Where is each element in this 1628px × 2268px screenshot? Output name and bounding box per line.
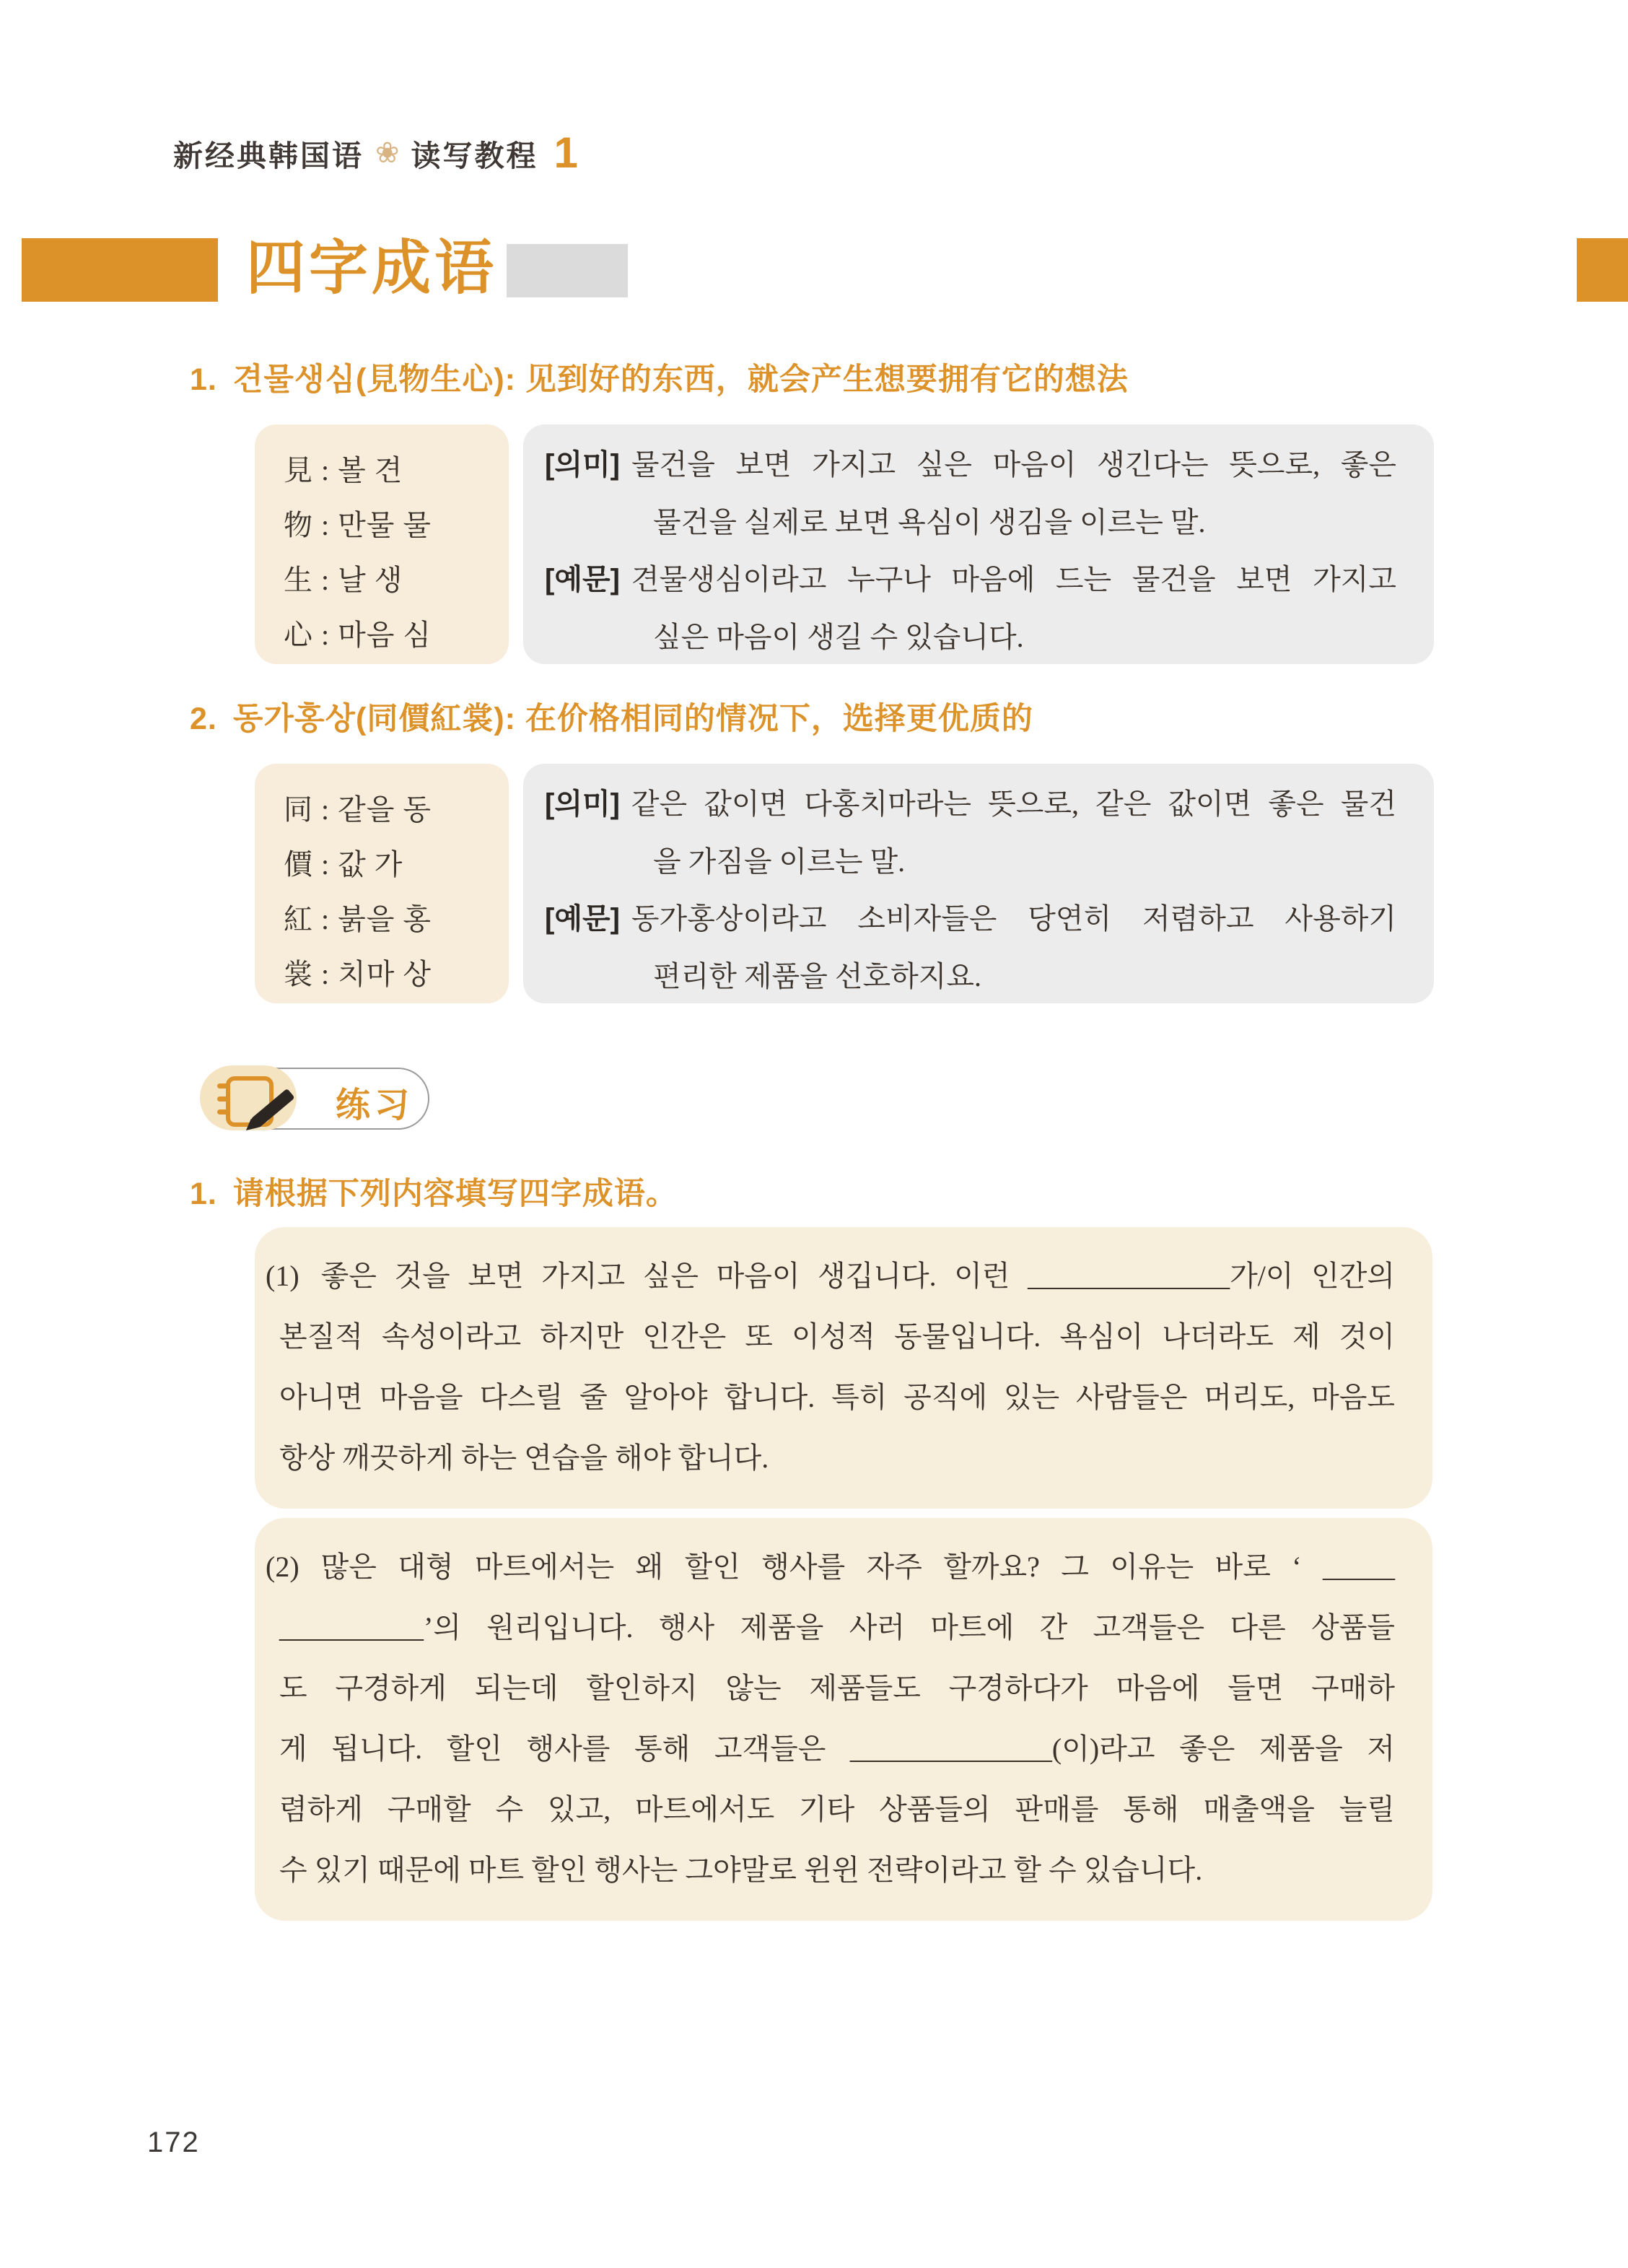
exercise-item-2 bbox=[255, 1518, 1432, 1921]
idiom-2-heading bbox=[190, 694, 1033, 738]
hanja-line: 生 : 날 생 bbox=[284, 564, 403, 596]
meaning-line: 을 가짐을 이르는 말. bbox=[653, 845, 906, 878]
page-number: 172 bbox=[147, 2127, 200, 2158]
page-title: 四字成语 bbox=[246, 235, 498, 301]
meaning-line bbox=[545, 436, 1396, 494]
meaning-text: 같은 값이면 다홍치마라는 뜻으로, 같은 값이면 좋은 물건 bbox=[631, 788, 1396, 820]
example-label: [예문] bbox=[545, 564, 620, 596]
idiom-2-info-box bbox=[523, 764, 1434, 1003]
meaning-label: [의미] bbox=[545, 788, 620, 820]
paragraph-text: 많은 대형 마트에서는 왜 할인 행사를 자주 할까요? 그 이유는 바로 ‘ _____ bbox=[320, 1550, 1395, 1583]
hanja-line: 價 : 값 가 bbox=[284, 848, 403, 881]
hanja-line: 裳 : 치마 상 bbox=[284, 958, 432, 990]
practice-badge-blob bbox=[200, 1065, 297, 1130]
item-number: (1) bbox=[266, 1260, 299, 1292]
idiom-1-info-box bbox=[523, 424, 1434, 664]
paragraph-line: 게 됩니다. 할인 행사를 통해 고객들은 ______________(이)라고 좋은 제품을 저 bbox=[279, 1732, 1395, 1765]
practice-badge bbox=[200, 1065, 429, 1130]
hanja-line: 物 : 만물 물 bbox=[284, 509, 432, 541]
paragraph-line: 항상 깨끗하게 하는 연습을 해야 합니다. bbox=[279, 1442, 769, 1474]
paragraph-line: 본질적 속성이라고 하지만 인간은 또 이성적 동물입니다. 욕심이 나더라도 제 것이 bbox=[279, 1320, 1395, 1353]
example-line bbox=[545, 551, 1396, 609]
paragraph-line: 렴하게 구매할 수 있고, 마트에서도 기타 상품들의 판매를 통해 매출액을 늘릴 bbox=[279, 1793, 1395, 1826]
idiom-2-hanja-box bbox=[255, 764, 509, 1003]
title-gray-block bbox=[507, 244, 628, 297]
meaning-text: 물건을 보면 가지고 싶은 마음이 생긴다는 뜻으로, 좋은 bbox=[631, 448, 1396, 481]
paragraph-text: 좋은 것을 보면 가지고 싶은 마음이 생깁니다. 이런 ______________가/이 인간의 bbox=[320, 1260, 1395, 1292]
idiom-1-hanja-box bbox=[255, 424, 509, 664]
exercise-item-1 bbox=[255, 1227, 1432, 1509]
example-label: [예문] bbox=[545, 903, 620, 935]
paragraph-line: 아니면 마음을 다스릴 줄 알아야 합니다. 특히 공직에 있는 사람들은 머리도, 마음도 bbox=[279, 1381, 1395, 1413]
example-line bbox=[545, 890, 1396, 948]
meaning-label: [의미] bbox=[545, 449, 620, 481]
example-text: 견물생심이라고 누구나 마음에 드는 물건을 보면 가지고 bbox=[631, 563, 1396, 596]
hanja-line: 紅 : 붉을 홍 bbox=[284, 903, 432, 935]
exercise-heading bbox=[190, 1169, 678, 1213]
meaning-line: 물건을 실제로 보면 욕심이 생김을 이르는 말. bbox=[653, 506, 1206, 538]
paragraph-line: __________’의 원리입니다. 행사 제품을 사러 마트에 간 고객들은 다른 상품들 bbox=[279, 1611, 1395, 1644]
title-accent-block-right bbox=[1577, 238, 1628, 302]
idiom-2-title: 동가홍상(同價紅裳): 在价格相同的情况下，选择更优质的 bbox=[232, 702, 1033, 736]
running-header bbox=[173, 128, 578, 177]
idiom-1-row bbox=[255, 424, 1434, 664]
volume-number: 1 bbox=[553, 128, 578, 177]
idiom-1-number: 1. bbox=[190, 362, 217, 397]
idiom-2-number: 2. bbox=[190, 702, 217, 736]
exercise-number: 1. bbox=[190, 1177, 217, 1211]
ornament-flower-icon: ❀ bbox=[375, 136, 400, 169]
paragraph-line: 수 있기 때문에 마트 할인 행사는 그야말로 윈윈 전략이라고 할 수 있습니다. bbox=[279, 1854, 1203, 1886]
idiom-1-heading bbox=[190, 355, 1129, 399]
course-title: 读写教程 bbox=[411, 139, 538, 173]
notebook-pencil-icon bbox=[226, 1076, 273, 1127]
series-title: 新经典韩国语 bbox=[173, 139, 364, 173]
exercise-title: 请根据下列内容填写四字成语。 bbox=[232, 1177, 678, 1211]
hanja-line: 心 : 마음 심 bbox=[284, 619, 432, 651]
paragraph-line: 도 구경하게 되는데 할인하지 않는 제품들도 구경하다가 마음에 들면 구매하 bbox=[279, 1672, 1395, 1704]
example-line: 편리한 제품을 선호하지요. bbox=[653, 960, 982, 993]
paragraph-line bbox=[266, 1246, 1395, 1307]
paragraph-line bbox=[266, 1537, 1395, 1597]
item-number: (2) bbox=[266, 1550, 299, 1583]
title-accent-block-left bbox=[22, 238, 218, 302]
meaning-line bbox=[545, 775, 1396, 833]
example-text: 동가홍상이라고 소비자들은 당연히 저렴하고 사용하기 bbox=[631, 902, 1396, 935]
hanja-line: 同 : 같을 동 bbox=[284, 793, 432, 826]
idiom-2-row bbox=[255, 764, 1434, 1003]
idiom-1-title: 견물생심(見物生心): 见到好的东西，就会产生想要拥有它的想法 bbox=[232, 362, 1129, 397]
practice-label: 练习 bbox=[336, 1086, 414, 1125]
hanja-line: 見 : 볼 견 bbox=[284, 454, 403, 487]
title-band bbox=[0, 235, 1628, 302]
example-line: 싶은 마음이 생길 수 있습니다. bbox=[653, 621, 1024, 653]
